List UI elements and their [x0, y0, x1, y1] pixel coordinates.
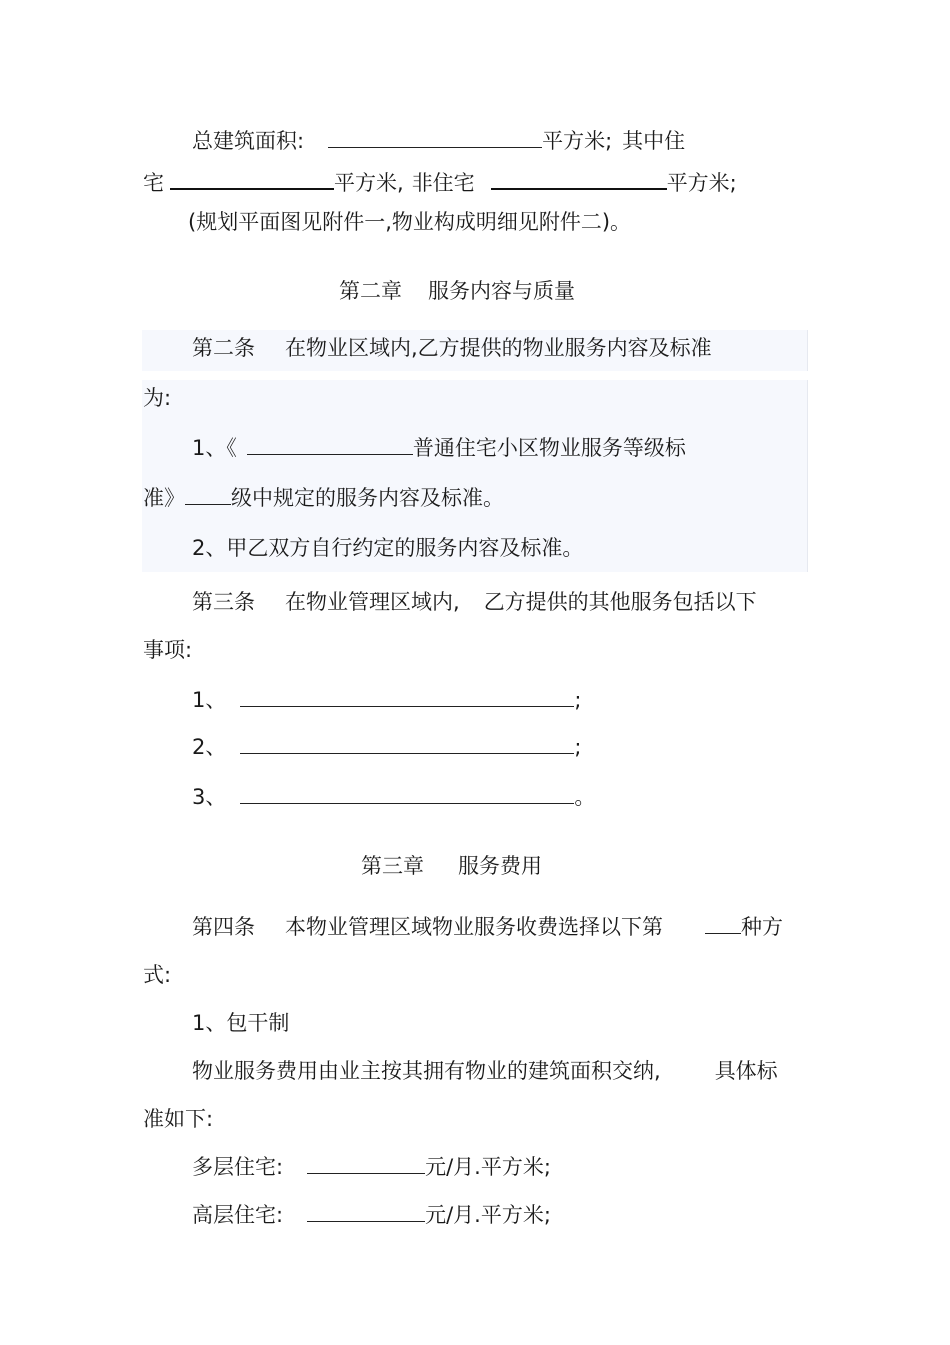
article-text: 在物业管理区域内,	[285, 590, 460, 614]
residential-area-line	[143, 168, 737, 197]
attachment-note-text: (规划平面图见附件一,物业构成明细见附件二)。	[188, 210, 632, 234]
article-2-item-2	[192, 534, 583, 562]
list-item	[192, 733, 581, 761]
article-4-continuation	[143, 961, 171, 989]
article-3-line	[192, 588, 757, 616]
list-item	[192, 783, 595, 811]
item-end: ;	[574, 735, 582, 759]
chapter-3-heading	[361, 852, 542, 880]
non-residential-label: 非住宅	[411, 171, 475, 195]
chapter-2-heading	[339, 277, 575, 305]
chapter-title: 服务费用	[458, 854, 542, 878]
article-text: 乙方提供的其他服务包括以下	[483, 590, 757, 614]
residential-label-end: 宅	[143, 171, 164, 195]
item-end: 。	[574, 785, 596, 809]
article-text: 为:	[143, 386, 172, 410]
fee-description-continuation	[143, 1105, 213, 1133]
total-area-line	[192, 127, 685, 155]
article-text: 种方	[741, 915, 783, 939]
article-4-line	[192, 913, 783, 941]
paragraph-text: 物业服务费用由业主按其拥有物业的建筑面积交纳,	[192, 1059, 661, 1083]
fee-label: 多层住宅:	[192, 1155, 284, 1179]
article-2-continuation	[143, 384, 171, 412]
item-number: 3、	[192, 785, 227, 809]
multi-storey-fee-line	[192, 1153, 551, 1181]
article-text: 式:	[143, 963, 172, 987]
item-text: 普通住宅小区物业服务等级标	[412, 436, 686, 460]
article-label: 第三条	[192, 590, 255, 614]
item-text: 准》	[143, 486, 185, 510]
service-item-blank[interactable]	[240, 783, 574, 804]
residential-area-blank[interactable]	[170, 168, 334, 190]
paragraph-text: 具体标	[714, 1059, 778, 1083]
method-number-blank[interactable]	[705, 913, 741, 934]
total-area-label: 总建筑面积:	[192, 129, 305, 153]
option-1-heading	[192, 1009, 289, 1037]
high-rise-fee-blank[interactable]	[307, 1201, 425, 1222]
article-text: 在物业区域内,乙方提供的物业服务内容及标准	[285, 336, 712, 360]
chapter-number: 第三章	[361, 854, 424, 878]
article-text: 本物业管理区域物业服务收费选择以下第	[285, 915, 663, 939]
attachment-note	[188, 208, 631, 236]
list-item	[192, 686, 581, 714]
unit-sqm: 平方米;	[542, 129, 613, 153]
service-level-blank[interactable]	[185, 484, 231, 505]
service-item-blank[interactable]	[240, 686, 574, 707]
unit-sqm: 平方米,	[334, 171, 404, 195]
fee-unit: 元/月.平方米;	[425, 1155, 551, 1179]
high-rise-fee-line	[192, 1201, 551, 1229]
chapter-title: 服务内容与质量	[428, 279, 575, 303]
fee-label: 高层住宅:	[192, 1203, 284, 1227]
paragraph-text: 准如下:	[143, 1107, 214, 1131]
article-label: 第四条	[192, 915, 255, 939]
chapter-number: 第二章	[339, 279, 402, 303]
non-residential-area-blank[interactable]	[491, 168, 667, 190]
unit-sqm: 平方米;	[666, 171, 737, 195]
article-2-item-1	[192, 434, 686, 462]
item-end: ;	[574, 688, 582, 712]
option-label: 1、包干制	[192, 1011, 290, 1035]
residential-label-start: 其中住	[622, 129, 686, 153]
item-text: 级中规定的服务内容及标准。	[231, 486, 504, 510]
fee-description-line	[192, 1057, 778, 1085]
article-2-line	[192, 334, 712, 362]
item-number: 1、	[192, 688, 227, 712]
standard-name-blank[interactable]	[247, 434, 413, 455]
service-item-blank[interactable]	[240, 733, 574, 754]
article-text: 事项:	[143, 638, 193, 662]
multi-storey-fee-blank[interactable]	[307, 1153, 425, 1174]
article-3-continuation	[143, 636, 192, 664]
item-prefix: 1、《	[192, 436, 237, 460]
total-area-blank[interactable]	[328, 127, 542, 148]
article-2-item-1-continuation	[143, 484, 504, 512]
item-text: 2、甲乙双方自行约定的服务内容及标准。	[192, 536, 584, 560]
item-number: 2、	[192, 735, 227, 759]
article-label: 第二条	[192, 336, 255, 360]
fee-unit: 元/月.平方米;	[425, 1203, 551, 1227]
